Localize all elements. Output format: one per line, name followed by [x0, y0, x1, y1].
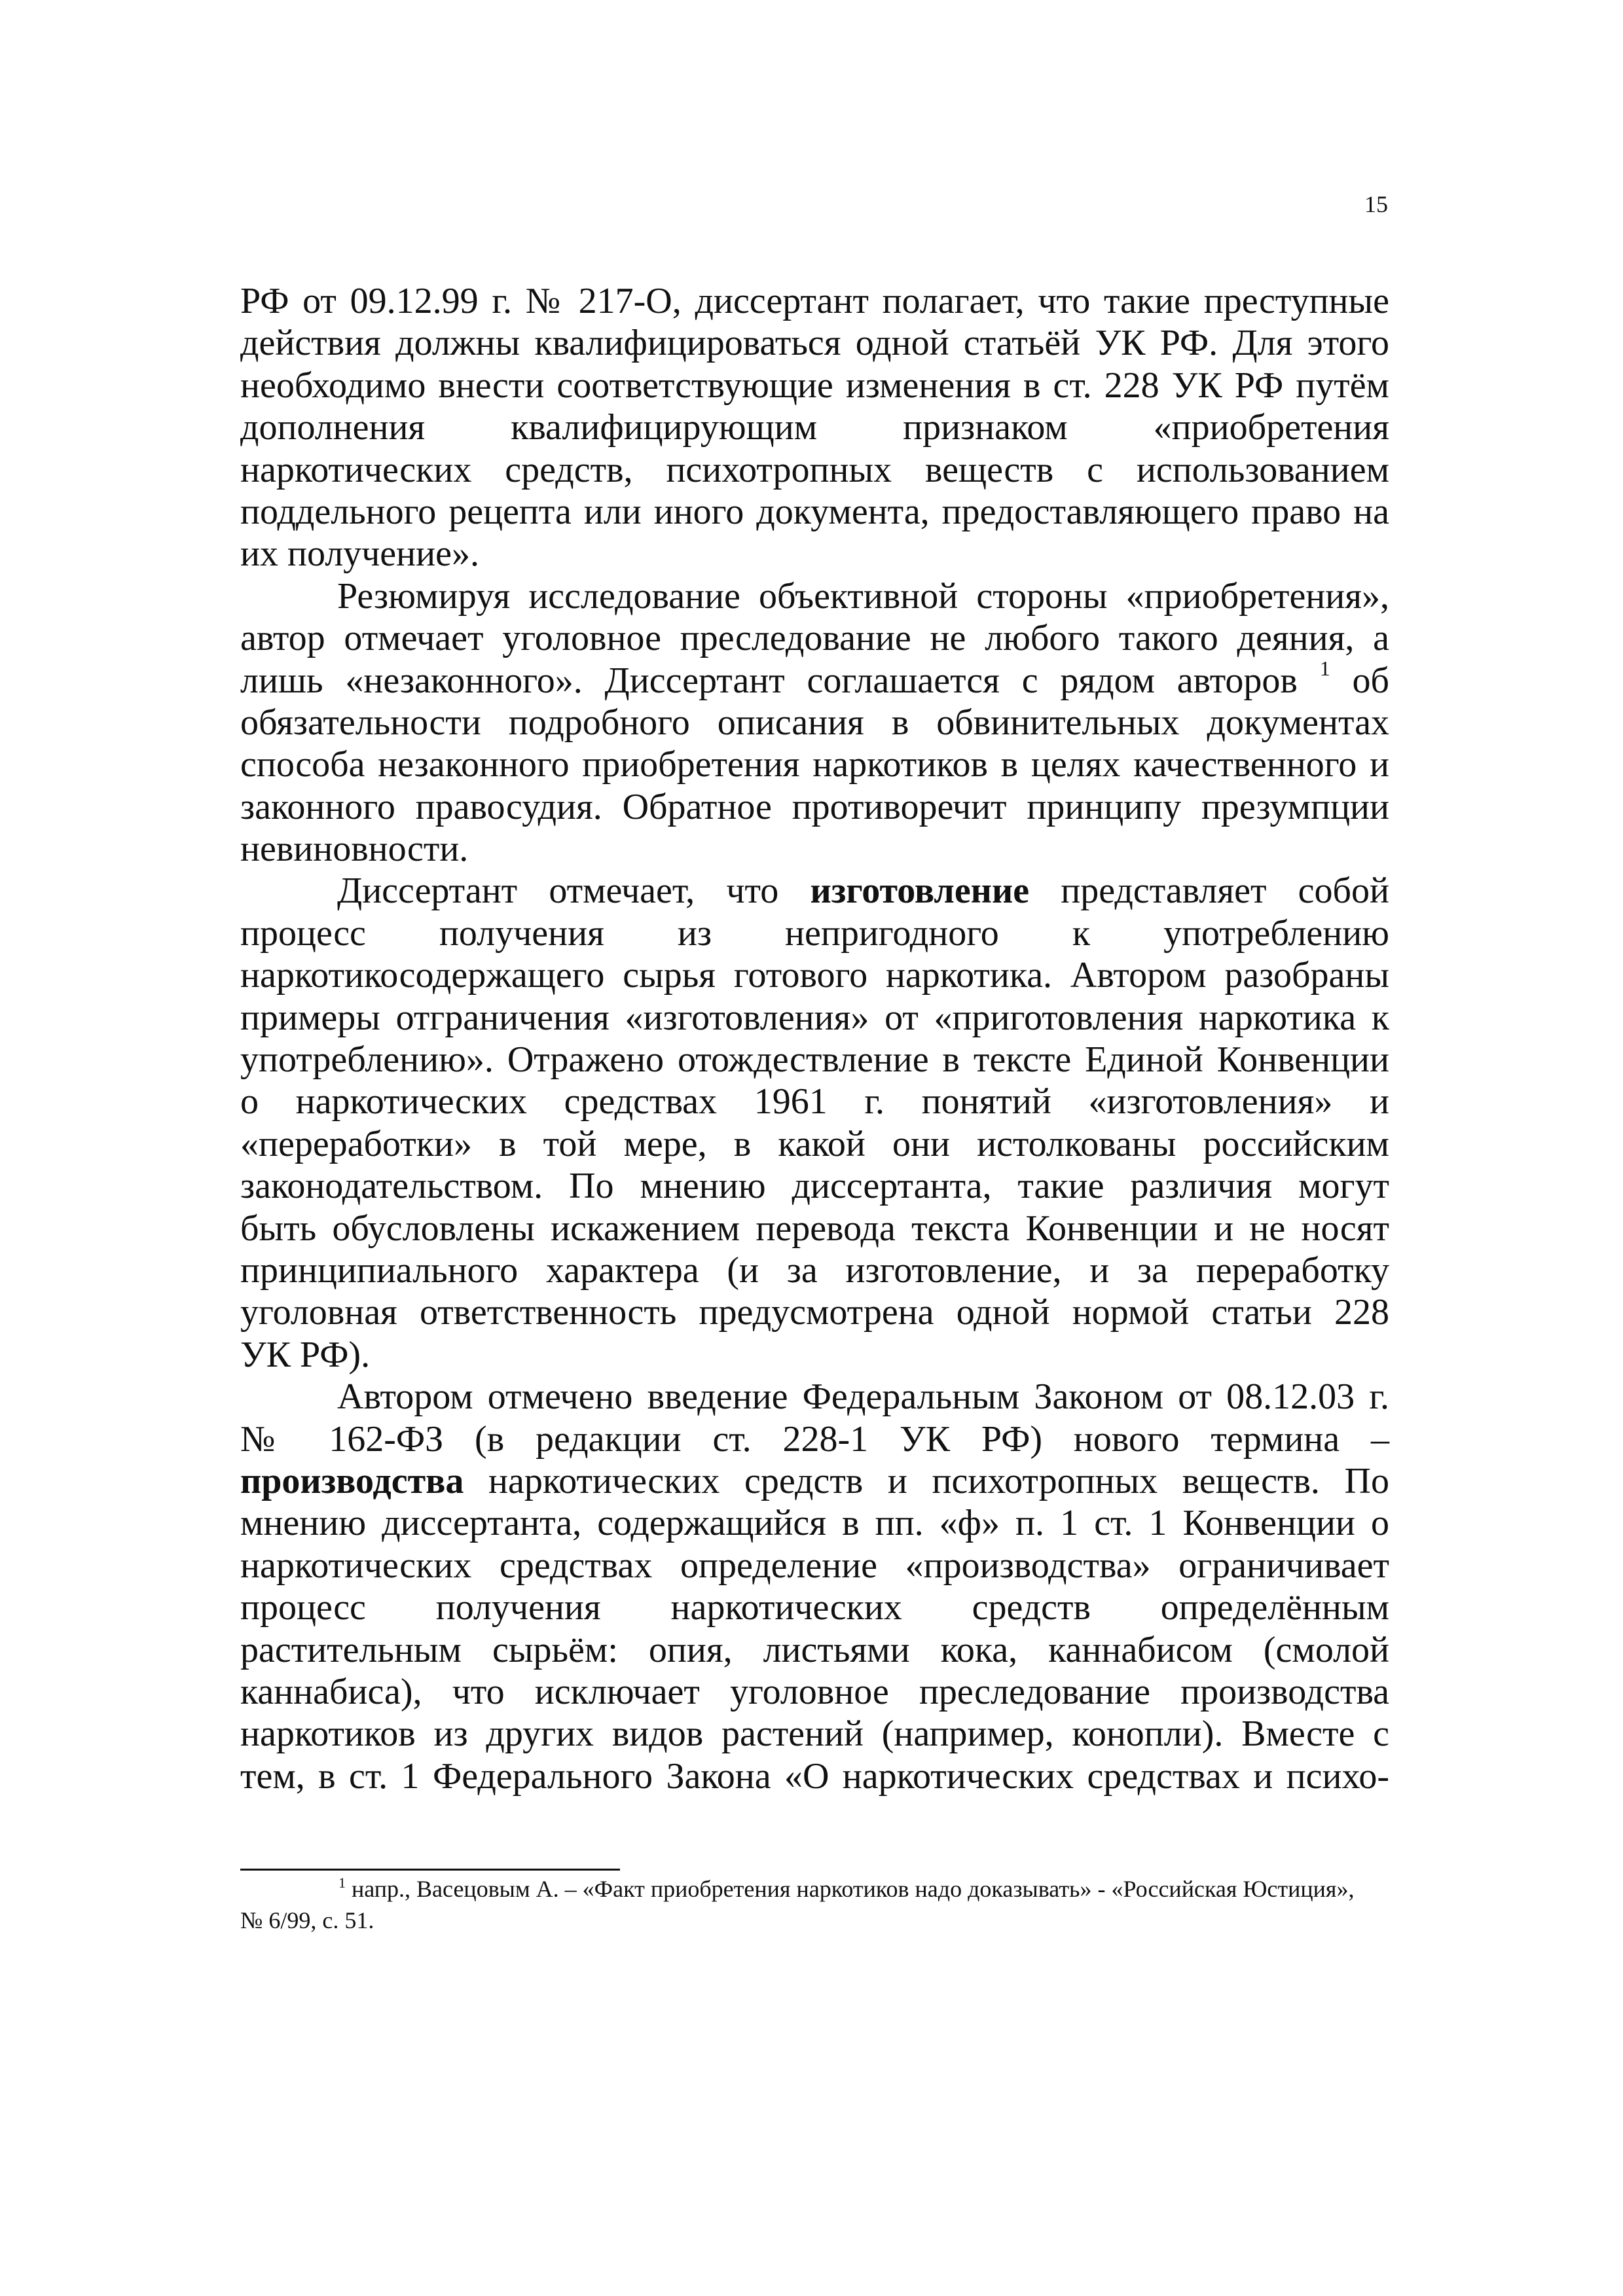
text-span: наркотических средств и психотропных веществ. По	[464, 1460, 1389, 1501]
footnote-line: № 6/99, с. 51.	[240, 1907, 374, 1933]
text-line: РФ от 09.12.99 г. № 217-О, диссертант полагает, что такие преступные	[240, 281, 1389, 321]
text-line: законного правосудия. Обратное противоречит принципу презумпции	[240, 786, 1389, 827]
text-line: о наркотических средствах 1961 г. понятий «изготовления» и	[240, 1081, 1389, 1122]
footnote-ref[interactable]: 1	[1319, 656, 1330, 680]
text-line: употреблению». Отражено отождествление в тексте Единой Конвенции	[240, 1039, 1389, 1081]
text-span: об	[1330, 660, 1389, 701]
text-line: мнению диссертанта, содержащийся в пп. «ф» п. 1 ст. 1 Конвенции о	[240, 1503, 1389, 1544]
bold-term: изготовление	[810, 870, 1030, 912]
text-line: процесс получения наркотических средств определённым	[240, 1587, 1389, 1628]
page-number: 15	[1364, 191, 1388, 217]
text-line: Резюмируя исследование объективной стороны «приобретения»,	[337, 575, 1389, 617]
text-line	[240, 870, 1389, 912]
text-span: Диссертант отмечает, что	[337, 870, 811, 912]
text-line: способа незаконного приобретения наркотиков в целях качественного и	[240, 744, 1389, 785]
text-line: тем, в ст. 1 Федерального Закона «О наркотических средствах и психо-	[240, 1755, 1389, 1797]
footnote	[240, 1873, 1389, 1936]
text-line: примеры отграничения «изготовления» от «приготовления наркотика к	[240, 997, 1389, 1038]
text-line: наркотиков из других видов растений (например, конопли). Вместе с	[240, 1713, 1389, 1755]
text-line: наркотических средств, психотропных веществ с использованием	[240, 449, 1389, 490]
text-line: невиновности.	[240, 829, 469, 870]
paragraph	[240, 870, 1389, 1376]
text-line: Автором отмечено введение Федеральным Законом от 08.12.03 г.	[337, 1376, 1389, 1418]
text-line: действия должны квалифицироваться одной статьёй УК РФ. Для этого	[240, 323, 1389, 364]
text-line: дополнения квалифицирующим признаком «приобретения	[240, 407, 1389, 448]
text-line: автор отмечает уголовное преследование не любого такого деяния, а	[240, 618, 1389, 659]
text-span: лишь «незаконного». Диссертант соглашается с рядом авторов	[240, 660, 1320, 701]
paragraph	[240, 280, 1389, 575]
text-line: обязательности подробного описания в обвинительных документах	[240, 702, 1389, 743]
footnote-text: напр., Васецовым А. – «Факт приобретения наркотиков надо доказывать» - «Российская Юстиция»,	[346, 1876, 1355, 1902]
text-span: представляет собой	[1029, 870, 1389, 912]
text-line: каннабиса), что исключает уголовное преследование производства	[240, 1671, 1389, 1712]
text-line: растительным сырьём: опия, листьями кока, каннабисом (смолой	[240, 1629, 1389, 1670]
bold-term: производства	[240, 1460, 464, 1501]
text-line: наркотических средствах определение «производства» ограничивает	[240, 1545, 1389, 1586]
text-line: принципиального характера (и за изготовление, и за переработку	[240, 1249, 1389, 1291]
text-line: быть обусловлены искажением перевода текста Конвенции и не носят	[240, 1208, 1389, 1249]
footnote-line	[240, 1873, 1389, 1905]
text-line: наркотикосодержащего сырья готового наркотика. Автором разобраны	[240, 955, 1389, 996]
text-line: уголовная ответственность предусмотрена одной нормой статьи 228	[240, 1292, 1389, 1333]
text-line: их получение».	[240, 533, 479, 575]
paragraph	[240, 1376, 1389, 1797]
text-line: необходимо внести соответствующие изменения в ст. 228 УК РФ путём	[240, 365, 1389, 406]
text-line	[240, 1460, 1389, 1502]
footnote-mark: 1	[338, 1874, 346, 1891]
text-line: № 162-ФЗ (в редакции ст. 228-1 УК РФ) нового термина –	[240, 1418, 1389, 1460]
text-line: «переработки» в той мере, в какой они истолкованы российским	[240, 1123, 1389, 1164]
text-line: процесс получения из непригодного к употреблению	[240, 912, 1389, 954]
footnote-separator	[240, 1869, 620, 1871]
text-line	[240, 656, 1389, 702]
text-line: законодательством. По мнению диссертанта, такие различия могут	[240, 1166, 1389, 1207]
paragraph	[240, 575, 1389, 870]
body-text	[240, 280, 1389, 1797]
text-line: УК РФ).	[240, 1334, 371, 1375]
text-line: поддельного рецепта или иного документа, предоставляющего право на	[240, 491, 1389, 532]
